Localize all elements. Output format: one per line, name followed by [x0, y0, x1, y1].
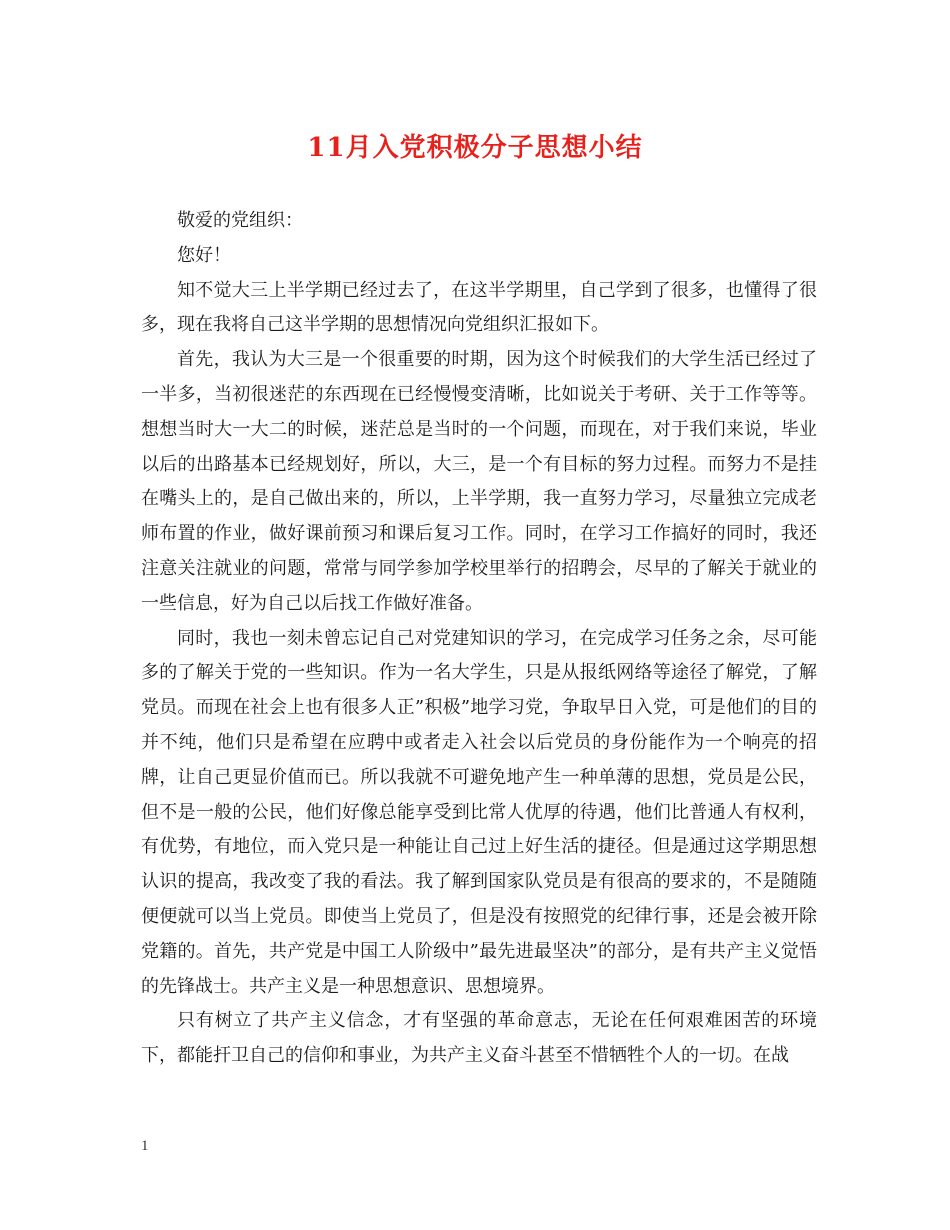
body-paragraph: 只有树立了共产主义信念，才有坚强的革命意志，无论在任何艰难困苦的环境下，都能扞卫自己的信仰和事业，为共产主义奋斗甚至不惜牺牲个人的一切。在战 [141, 1010, 817, 1067]
body-paragraph: 同时，我也一刻未曾忘记自己对党建知识的学习，在完成学习任务之余，尽可能多的了解关于党的一些知识。作为一名大学生，只是从报纸网络等途径了解党，了解党员。而现在社会上也有很多人正”积极”地学习党，争取早日入党，可是他们的目的并不纯，他们只是希望在应聘中或者走入社会以后党员的身份能作为一个响亮的招牌，让自己更显价值而已。所以我就不可避免地产生一种单薄的思想，党员是公民，但不是一般的公民，他们好像总能享受到比常人优厚的待遇，他们比普通人有权利，有优势，有地位，而入党只是一种能让自己过上好生活的捷径。但是通过这学期思想认识的提高，我改变了我的看法。我了解到国家队党员是有很高的要求的，不是随随便便就可以当上党员。即使当上党员了，但是没有按照党的纪律行事，还是会被开除党籍的。首先，共产党是中国工人阶级中”最先进最坚决”的部分，是有共产主义觉悟的先锋战士。共产主义是一种思想意识、思想境界。 [141, 627, 817, 997]
document-body [141, 204, 817, 1074]
salutation: 敬爱的党组织： [177, 210, 303, 231]
body-paragraph: 知不觉大三上半学期已经过去了，在这半学期里，自己学到了很多，也懂得了很多，现在我将自己这半学期的思想情况向党组织汇报如下。 [141, 279, 817, 336]
body-paragraph: 首先，我认为大三是一个很重要的时期，因为这个时候我们的大学生活已经过了一半多，当初很迷茫的东西现在已经慢慢变清晰，比如说关于考研、关于工作等等。想想当时大一大二的时候，迷茫总是当时的一个问题，而现在，对于我们来说，毕业以后的出路基本已经规划好，所以，大三，是一个有目标的努力过程。而努力不是挂在嘴头上的，是自己做出来的，所以，上半学期，我一直努力学习，尽量独立完成老师布置的作业，做好课前预习和课后复习工作。同时，在学习工作搞好的同时，我还注意关注就业的问题，常常与同学参加学校里举行的招聘会，尽早的了解关于就业的一些信息，好为自己以后找工作做好准备。 [141, 349, 817, 614]
document-title: 11月入党积极分子思想小结 [307, 133, 643, 163]
greeting: 您好！ [177, 244, 231, 266]
page-number: 1 [141, 1138, 149, 1154]
